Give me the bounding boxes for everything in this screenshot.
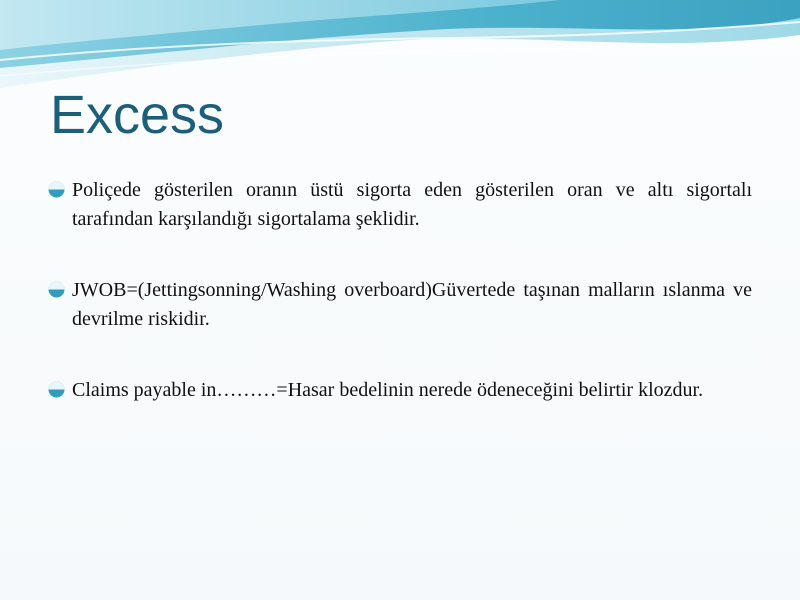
bullet-text: Claims payable in………=Hasar bedelinin nerede ödeneceğini belirtir klozdur. <box>72 379 704 401</box>
bullet-text: JWOB=(Jettingsonning/Washing overboard)Güvertede taşınan malların ıslanma ve devrilme riskidir. <box>72 279 752 330</box>
bullet-list <box>48 176 752 447</box>
slide-title: Excess <box>50 85 225 145</box>
half-disc-bullet-icon <box>48 381 65 398</box>
half-disc-bullet-icon <box>48 181 65 198</box>
bullet-item <box>48 176 752 234</box>
bullet-item <box>48 276 752 334</box>
half-disc-bullet-icon <box>48 281 65 298</box>
bullet-item <box>48 376 752 405</box>
bullet-text: Poliçede gösterilen oranın üstü sigorta eden gösterilen oran ve altı sigortalı tarafından karşılandığı sigortalama şeklidir. <box>72 179 752 230</box>
